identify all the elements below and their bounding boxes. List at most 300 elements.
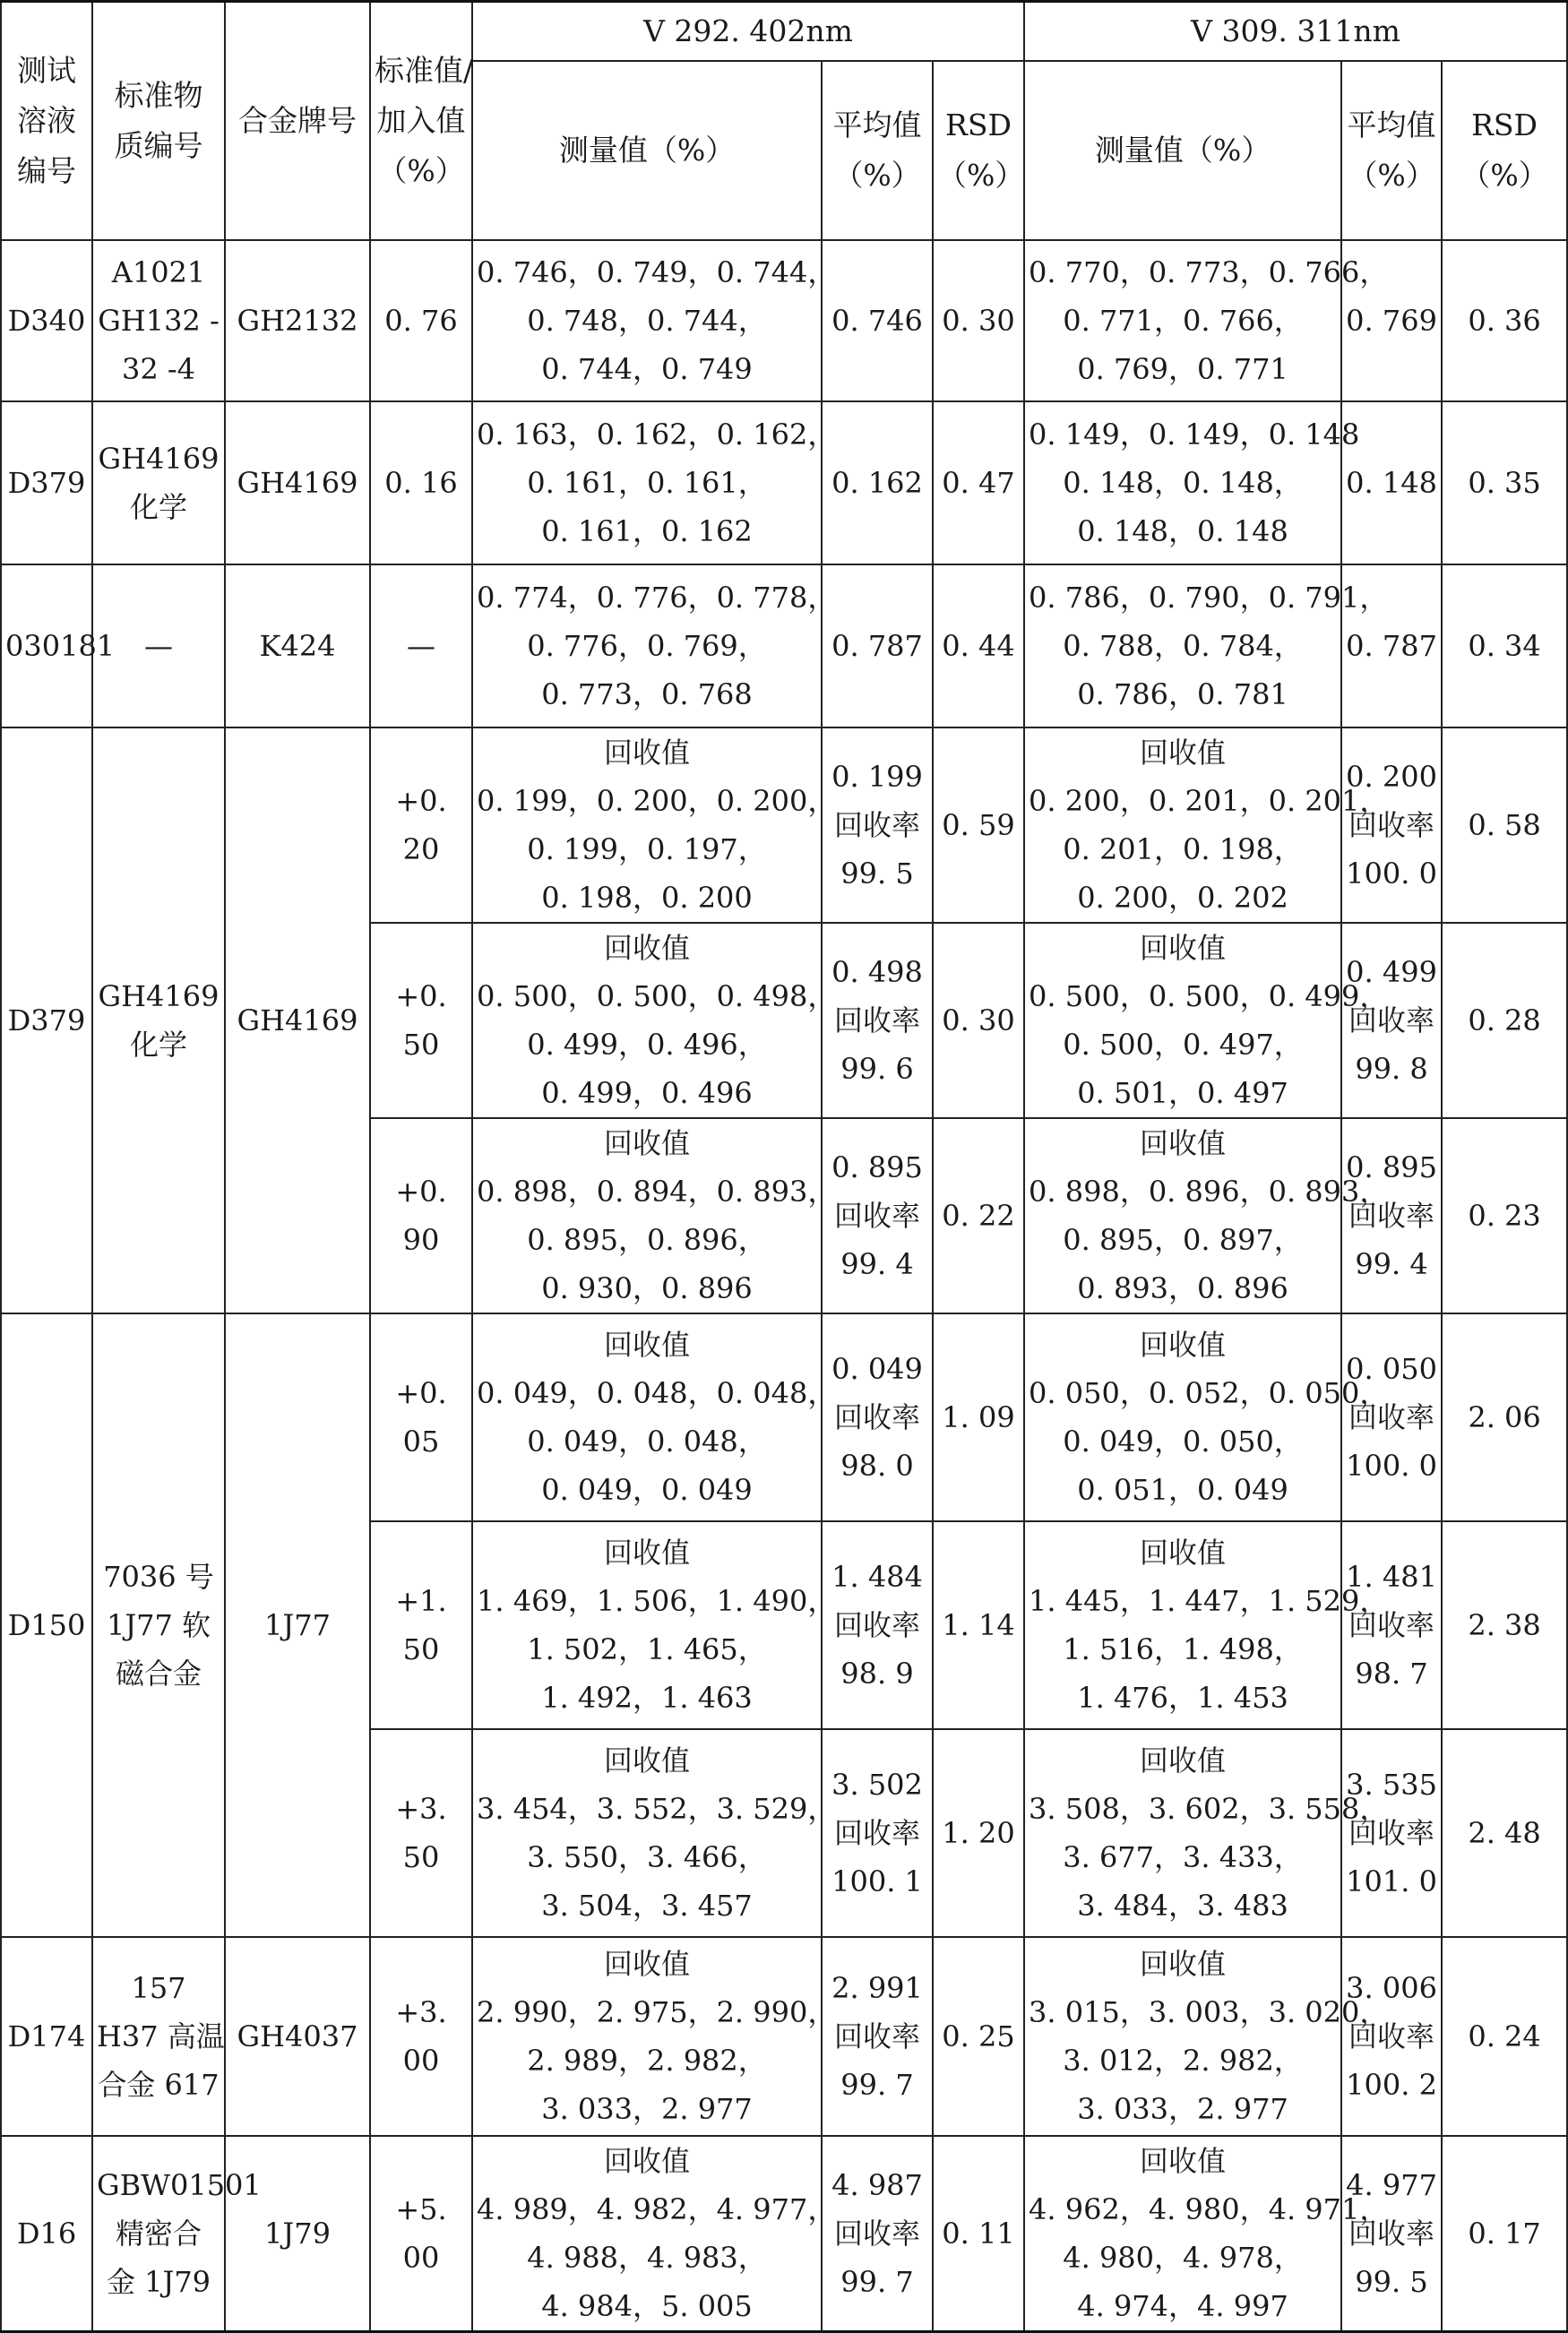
cell-line: 3. 508，3. 602，3. 558， — [1029, 1791, 1389, 1826]
cell-mean-292 — [822, 923, 933, 1118]
cell-line: 回收率 — [833, 2216, 920, 2251]
cell-line: 0. 199，0. 197， — [527, 831, 767, 866]
cell-line: 100. 1 — [831, 1864, 923, 1898]
cell-rsd-292: 0. 47 — [933, 401, 1024, 564]
cell-line: 3. 033，2. 977 — [541, 2091, 753, 2126]
cell-line: 2. 990，2. 975，2. 990， — [477, 1994, 837, 2029]
cell-line: D379 — [7, 465, 86, 500]
cell-mean-292 — [822, 727, 933, 923]
table-row — [1, 401, 1567, 564]
cell-line: 0. 200 — [1346, 759, 1437, 794]
cell-line: 0. 049，0. 049 — [541, 1472, 753, 1507]
cell-line: 标准物 — [114, 77, 203, 113]
cell-mean-309 — [1341, 923, 1442, 1118]
cell-line: 回收值 — [603, 1327, 690, 1362]
cell-ref-material-no — [92, 1313, 225, 1937]
cell-line: GH4169 — [237, 465, 358, 500]
cell-line: D150 — [7, 1607, 86, 1642]
header-mean-292 — [822, 61, 933, 240]
cell-line: 0. 049，0. 048，0. 048， — [477, 1375, 837, 1410]
table-row — [1, 564, 1567, 727]
cell-mean-292 — [822, 1313, 933, 1521]
cell-line: 0. 895，0. 897， — [1063, 1222, 1303, 1257]
cell-measured-309 — [1024, 923, 1389, 1118]
cell-rsd-292: 1. 14 — [933, 1521, 1024, 1729]
cell-line: 101. 0 — [1346, 1864, 1437, 1898]
cell-measured-292 — [472, 727, 837, 923]
cell-std-added: +0. 90 — [370, 1118, 472, 1313]
cell-line: 1J77 — [264, 1607, 331, 1642]
cell-line: 溶液 — [17, 102, 76, 138]
cell-line: 0. 049，0. 048， — [527, 1424, 767, 1459]
cell-solution-no — [1, 1937, 92, 2136]
cell-line: 3. 550，3. 466， — [527, 1839, 767, 1874]
cell-line: 0. 161，0. 162 — [541, 513, 753, 548]
cell-line: 1. 484 — [831, 1559, 923, 1594]
cell-alloy-grade — [225, 240, 370, 401]
cell-line: 100. 2 — [1346, 2067, 1437, 2102]
cell-line: 回收率 — [1348, 1198, 1435, 1233]
cell-line: 0. 786，0. 781 — [1077, 676, 1288, 711]
cell-line: 回收率 — [1348, 807, 1435, 842]
cell-line: 0. 498 — [831, 954, 923, 989]
cell-line: 4. 989，4. 982，4. 977， — [477, 2191, 837, 2226]
cell-ref-material-no — [92, 1937, 225, 2136]
cell-line: 1. 502，1. 465， — [527, 1631, 767, 1666]
cell-measured-309 — [1024, 1729, 1389, 1937]
cell-line: 0. 895 — [1346, 1149, 1437, 1184]
cell-line: 99. 7 — [840, 2067, 914, 2102]
cell-rsd-309: 0. 28 — [1442, 923, 1567, 1118]
cell-line: 99. 6 — [840, 1051, 914, 1086]
cell-line: 1. 516，1. 498， — [1063, 1631, 1303, 1666]
cell-ref-material-no — [92, 240, 225, 401]
cell-rsd-292: 0. 59 — [933, 727, 1024, 923]
cell-line: 0. 769 — [1346, 303, 1437, 338]
cell-line: 3. 484，3. 483 — [1077, 1888, 1288, 1923]
cell-line: 回收值 — [1140, 2143, 1227, 2178]
table-row — [1, 2136, 1567, 2332]
cell-rsd-309: 0. 17 — [1442, 2136, 1567, 2332]
cell-line: 3. 454，3. 552，3. 529， — [477, 1791, 837, 1826]
cell-line: 0. 893，0. 896 — [1077, 1270, 1288, 1305]
cell-measured-292 — [472, 1729, 837, 1937]
table-row — [1, 240, 1567, 401]
cell-line: 3. 006 — [1346, 1970, 1437, 2005]
cell-mean-309 — [1341, 1313, 1442, 1521]
header-rsd-292 — [933, 61, 1024, 240]
header-measured-292 — [472, 61, 822, 240]
cell-line: GH4169 — [98, 441, 220, 476]
cell-rsd-309: 0. 58 — [1442, 727, 1567, 923]
cell-line: 0. 788，0. 784， — [1063, 628, 1303, 663]
cell-line: 0. 776，0. 769， — [527, 628, 767, 663]
cell-line: 0. 199 — [831, 759, 923, 794]
cell-line: 3. 012，2. 982， — [1063, 2043, 1303, 2078]
cell-line: 回收率 — [1348, 1399, 1435, 1434]
cell-line: 回收值 — [603, 735, 690, 770]
cell-line: 标准值/ — [375, 52, 474, 88]
cell-ref-material-no — [92, 401, 225, 564]
cell-line: 编号 — [17, 152, 76, 188]
cell-line: D379 — [7, 1003, 86, 1037]
cell-line: 1. 469，1. 506，1. 490， — [477, 1583, 837, 1618]
cell-std-added: +5. 00 — [370, 2136, 472, 2332]
cell-line: 4. 974，4. 997 — [1077, 2288, 1288, 2323]
cell-line: 0. 500，0. 500，0. 499， — [1029, 978, 1389, 1013]
cell-line: 回收值 — [603, 1125, 690, 1160]
cell-measured-292 — [472, 1313, 837, 1521]
header-alloy-grade — [225, 2, 370, 240]
cell-line: 1. 492，1. 463 — [541, 1680, 753, 1715]
cell-line: 0. 162 — [831, 465, 923, 500]
cell-line: 回收值 — [1140, 1125, 1227, 1160]
cell-line: 3. 677，3. 433， — [1063, 1839, 1303, 1874]
cell-line: 回收率 — [1348, 2216, 1435, 2251]
cell-line: 100. 0 — [1346, 1448, 1437, 1483]
cell-line: 4. 987 — [831, 2167, 923, 2202]
cell-std-added: — — [370, 564, 472, 727]
cell-line: 32 -4 — [121, 351, 196, 386]
cell-line: 回收率 — [833, 1198, 920, 1233]
cell-measured-292 — [472, 1521, 837, 1729]
cell-line: 0. 148 — [1346, 465, 1437, 500]
cell-line: 99. 4 — [840, 1246, 914, 1281]
cell-line: 0. 898，0. 896，0. 893， — [1029, 1174, 1389, 1209]
cell-line: D174 — [7, 2019, 86, 2053]
cell-mean-292 — [822, 1729, 933, 1937]
cell-alloy-grade — [225, 1313, 370, 1937]
cell-measured-292 — [472, 1118, 837, 1313]
cell-measured-309 — [1024, 2136, 1389, 2332]
cell-line: 0. 895 — [831, 1149, 923, 1184]
cell-line: GH4037 — [237, 2019, 358, 2053]
cell-line: 1. 445，1. 447，1. 529， — [1029, 1583, 1389, 1618]
cell-line: 回收率 — [833, 1003, 920, 1037]
cell-line: 0. 499，0. 496， — [527, 1027, 767, 1062]
cell-line: 0. 201，0. 198， — [1063, 831, 1303, 866]
table-row — [1, 1313, 1567, 1521]
cell-line: 3. 502 — [831, 1767, 923, 1802]
cell-measured-309 — [1024, 1521, 1389, 1729]
cell-line: 157 — [131, 1970, 186, 2005]
cell-line: 回收值 — [1140, 1327, 1227, 1362]
cell-rsd-292: 0. 30 — [933, 923, 1024, 1118]
cell-line: 0. 200，0. 202 — [1077, 880, 1288, 915]
cell-line: 平均值 — [832, 107, 922, 142]
cell-line: 1. 481 — [1346, 1559, 1437, 1594]
cell-mean-309 — [1341, 1118, 1442, 1313]
cell-line: 1J77 软 — [106, 1607, 211, 1642]
cell-line: 3. 033，2. 977 — [1077, 2091, 1288, 2126]
cell-line: 回收值 — [603, 2143, 690, 2178]
cell-solution-no — [1, 2136, 92, 2332]
cell-alloy-grade — [225, 1937, 370, 2136]
cell-measured-309 — [1024, 1313, 1389, 1521]
cell-line: 回收值 — [1140, 1946, 1227, 1981]
cell-line: 0. 049，0. 050， — [1063, 1424, 1303, 1459]
cell-line: 0. 051，0. 049 — [1077, 1472, 1288, 1507]
cell-line: 0. 049 — [831, 1351, 923, 1386]
cell-line: 金 1J79 — [106, 2264, 211, 2299]
cell-rsd-309: 0. 34 — [1442, 564, 1567, 727]
cell-line: 平均值 — [1347, 107, 1436, 142]
cell-rsd-292: 0. 11 — [933, 2136, 1024, 2332]
header-ref-material-no — [92, 2, 225, 240]
cell-std-added: 0. 76 — [370, 240, 472, 401]
cell-line: 4. 984，5. 005 — [541, 2288, 753, 2323]
cell-rsd-292: 0. 25 — [933, 1937, 1024, 2136]
cell-line: 030181 — [5, 628, 116, 663]
cell-line: 测量值（%） — [1094, 132, 1271, 168]
cell-mean-309 — [1341, 1521, 1442, 1729]
cell-line: 0. 500，0. 500，0. 498， — [477, 978, 837, 1013]
cell-line: RSD — [945, 107, 1012, 142]
cell-line: 0. 161，0. 161， — [527, 465, 767, 500]
cell-line: 4. 977 — [1346, 2167, 1437, 2202]
cell-measured-292 — [472, 401, 837, 564]
cell-mean-292 — [822, 1521, 933, 1729]
cell-line: （%） — [377, 152, 465, 188]
cell-line: 回收率 — [833, 807, 920, 842]
cell-line: 测量值（%） — [558, 132, 736, 168]
cell-mean-292 — [822, 240, 933, 401]
cell-rsd-309: 0. 24 — [1442, 1937, 1567, 2136]
cell-line: 0. 930，0. 896 — [541, 1270, 753, 1305]
cell-rsd-292: 0. 22 — [933, 1118, 1024, 1313]
cell-line: 98. 0 — [840, 1448, 914, 1483]
cell-line: 0. 771，0. 766， — [1063, 303, 1303, 338]
cell-measured-309 — [1024, 1118, 1389, 1313]
cell-mean-292 — [822, 1937, 933, 2136]
cell-line: 0. 499，0. 496 — [541, 1075, 753, 1110]
cell-rsd-292: 1. 20 — [933, 1729, 1024, 1937]
cell-line: 3. 535 — [1346, 1767, 1437, 1802]
cell-line: 0. 769，0. 771 — [1077, 351, 1288, 386]
cell-line: 回收值 — [603, 930, 690, 965]
cell-solution-no — [1, 240, 92, 401]
cell-line: GH132 - — [98, 303, 220, 338]
cell-line: 测试 — [17, 52, 76, 88]
cell-ref-material-no — [92, 2136, 262, 2332]
cell-line: 回收率 — [833, 2019, 920, 2053]
cell-measured-309 — [1024, 240, 1389, 401]
cell-line: 回收值 — [1140, 930, 1227, 965]
cell-line: 0. 773，0. 768 — [541, 676, 753, 711]
cell-line: 回收值 — [1140, 735, 1227, 770]
cell-line: 0. 163，0. 162，0. 162， — [477, 417, 837, 452]
cell-std-added: +0. 05 — [370, 1313, 472, 1521]
cell-measured-292 — [472, 923, 837, 1118]
cell-line: （%） — [937, 157, 1025, 193]
cell-measured-292 — [472, 2136, 837, 2332]
cell-line: 0. 198，0. 200 — [541, 880, 753, 915]
cell-line: 4. 962，4. 980，4. 971， — [1029, 2191, 1389, 2226]
cell-line: 0. 148，0. 148， — [1063, 465, 1303, 500]
cell-line: 1. 476，1. 453 — [1077, 1680, 1288, 1715]
cell-line: GBW01501 — [97, 2167, 262, 2202]
table-row — [1, 1937, 1567, 2136]
cell-std-added: +3. 00 — [370, 1937, 472, 2136]
cell-line: H37 高温 — [97, 2019, 225, 2053]
cell-line: 回收率 — [1348, 1607, 1435, 1642]
cell-solution-no — [1, 1313, 92, 1937]
cell-measured-309 — [1024, 564, 1389, 727]
cell-line: 0. 148，0. 148 — [1077, 513, 1288, 548]
cell-mean-292 — [822, 2136, 933, 2332]
cell-line: 0. 746 — [831, 303, 923, 338]
cell-alloy-grade — [225, 2136, 370, 2332]
cell-line: （%） — [1460, 157, 1548, 193]
cell-line: GH4169 — [237, 1003, 358, 1037]
cell-mean-309 — [1341, 2136, 1442, 2332]
cell-line: 0. 898，0. 894，0. 893， — [477, 1174, 837, 1209]
cell-ref-material-no — [92, 727, 225, 1313]
cell-rsd-292: 0. 44 — [933, 564, 1024, 727]
cell-alloy-grade — [225, 564, 370, 727]
cell-line: 0. 746，0. 749，0. 744， — [477, 254, 837, 289]
table-row — [1, 727, 1567, 923]
cell-line: 100. 0 — [1346, 856, 1437, 891]
cell-line: 化学 — [129, 489, 187, 524]
cell-line: 回收率 — [1348, 2019, 1435, 2053]
cell-mean-309 — [1341, 1729, 1442, 1937]
cell-line: 0. 774，0. 776，0. 778， — [477, 580, 837, 615]
cell-line: 98. 7 — [1355, 1656, 1428, 1691]
cell-line: 0. 200，0. 201，0. 201， — [1029, 783, 1389, 818]
cell-line: 2. 991 — [831, 1970, 923, 2005]
cell-line: 回收值 — [1140, 1535, 1227, 1570]
cell-rsd-309: 0. 35 — [1442, 401, 1567, 564]
cell-line: 4. 988，4. 983， — [527, 2240, 767, 2275]
cell-solution-no — [1, 401, 92, 564]
cell-line: 0. 050 — [1346, 1351, 1437, 1386]
cell-mean-292 — [822, 401, 933, 564]
cell-rsd-292: 1. 09 — [933, 1313, 1024, 1521]
cell-line: 0. 199，0. 200，0. 200， — [477, 783, 837, 818]
cell-line: 回收率 — [833, 1399, 920, 1434]
cell-measured-309 — [1024, 401, 1360, 564]
cell-measured-292 — [472, 1937, 837, 2136]
cell-line: 回收值 — [603, 1946, 690, 1981]
cell-std-added: +1. 50 — [370, 1521, 472, 1729]
cell-line: 98. 9 — [840, 1656, 914, 1691]
cell-alloy-grade — [225, 727, 370, 1313]
cell-line: 0. 744，0. 749 — [541, 351, 753, 386]
cell-rsd-309: 2. 48 — [1442, 1729, 1567, 1937]
cell-rsd-309: 2. 06 — [1442, 1313, 1567, 1521]
cell-rsd-309: 2. 38 — [1442, 1521, 1567, 1729]
cell-line: 99. 8 — [1355, 1051, 1428, 1086]
cell-line: 磁合金 — [115, 1656, 202, 1691]
cell-line: 4. 980，4. 978， — [1063, 2240, 1303, 2275]
cell-mean-292 — [822, 1118, 933, 1313]
header-measured-309 — [1024, 61, 1341, 240]
cell-line: D340 — [7, 303, 86, 338]
cell-rsd-309: 0. 36 — [1442, 240, 1567, 401]
cell-line: 3. 015，3. 003，3. 020， — [1029, 1994, 1389, 2029]
cell-line: 精密合 — [115, 2216, 202, 2251]
cell-line: RSD — [1471, 107, 1538, 142]
cell-line: 99. 5 — [840, 856, 914, 891]
cell-line: 回收率 — [833, 1607, 920, 1642]
cell-line: 0. 770，0. 773，0. 766， — [1029, 254, 1389, 289]
cell-line: D16 — [16, 2216, 77, 2251]
cell-measured-309 — [1024, 727, 1389, 923]
cell-line: — — [144, 628, 173, 663]
cell-line: 回收率 — [1348, 1003, 1435, 1037]
cell-line: K424 — [259, 628, 336, 663]
cell-measured-309 — [1024, 1937, 1389, 2136]
header-mean-309 — [1341, 61, 1442, 240]
cell-line: 回收值 — [1140, 1743, 1227, 1778]
cell-rsd-309: 0. 23 — [1442, 1118, 1567, 1313]
cell-solution-no — [1, 727, 92, 1313]
cell-line: 化学 — [129, 1027, 187, 1062]
cell-measured-292 — [472, 240, 837, 401]
table-body — [1, 240, 1567, 2332]
cell-line: （%） — [1348, 157, 1435, 193]
cell-line: 1J79 — [264, 2216, 331, 2251]
cell-line: 99. 4 — [1355, 1246, 1428, 1281]
cell-line: 0. 499 — [1346, 954, 1437, 989]
cell-mean-309 — [1341, 1937, 1442, 2136]
cell-mean-292 — [822, 564, 933, 727]
cell-line: GH2132 — [237, 303, 358, 338]
cell-line: 0. 050，0. 052，0. 050， — [1029, 1375, 1389, 1410]
cell-line: 99. 5 — [1355, 2264, 1428, 2299]
cell-line: 0. 748，0. 744， — [527, 303, 767, 338]
cell-line: GH4169 — [98, 978, 220, 1013]
cell-std-added: 0. 16 — [370, 401, 472, 564]
cell-line: 0. 787 — [831, 628, 923, 663]
cell-line: 7036 号 — [103, 1559, 214, 1594]
cell-line: 回收率 — [1348, 1815, 1435, 1850]
header-line-292: V 292. 402nm — [472, 2, 1024, 61]
cell-line: A1021 — [111, 254, 206, 289]
header-rsd-309 — [1442, 61, 1567, 240]
header-line-309: V 309. 311nm — [1024, 2, 1567, 61]
cell-std-added: +0. 20 — [370, 727, 472, 923]
cell-line: 0. 786，0. 790，0. 791， — [1029, 580, 1389, 615]
header-solution-no — [1, 2, 92, 240]
cell-line: 99. 7 — [840, 2264, 914, 2299]
cell-solution-no — [1, 564, 116, 727]
cell-mean-309 — [1341, 727, 1442, 923]
cell-line: 0. 500，0. 497， — [1063, 1027, 1303, 1062]
cell-line: 合金牌号 — [238, 102, 357, 138]
cell-alloy-grade — [225, 401, 370, 564]
cell-std-added: +3. 50 — [370, 1729, 472, 1937]
cell-line: 回收值 — [603, 1743, 690, 1778]
cell-line: 0. 787 — [1346, 628, 1437, 663]
cell-rsd-292: 0. 30 — [933, 240, 1024, 401]
cell-std-added: +0. 50 — [370, 923, 472, 1118]
cell-line: 回收值 — [603, 1535, 690, 1570]
cell-line: 2. 989，2. 982， — [527, 2043, 767, 2078]
cell-line: 0. 149，0. 149，0. 148 — [1029, 417, 1360, 452]
cell-line: 3. 504，3. 457 — [541, 1888, 753, 1923]
cell-measured-292 — [472, 564, 837, 727]
cell-line: （%） — [833, 157, 921, 193]
cell-line: 回收率 — [833, 1815, 920, 1850]
cell-line: 加入值 — [376, 102, 466, 138]
cell-line: 0. 895，0. 896， — [527, 1222, 767, 1257]
cell-line: 质编号 — [114, 127, 203, 163]
cell-line: 0. 501，0. 497 — [1077, 1075, 1288, 1110]
header-std-added — [370, 2, 472, 240]
cell-line: 合金 617 — [98, 2067, 220, 2102]
